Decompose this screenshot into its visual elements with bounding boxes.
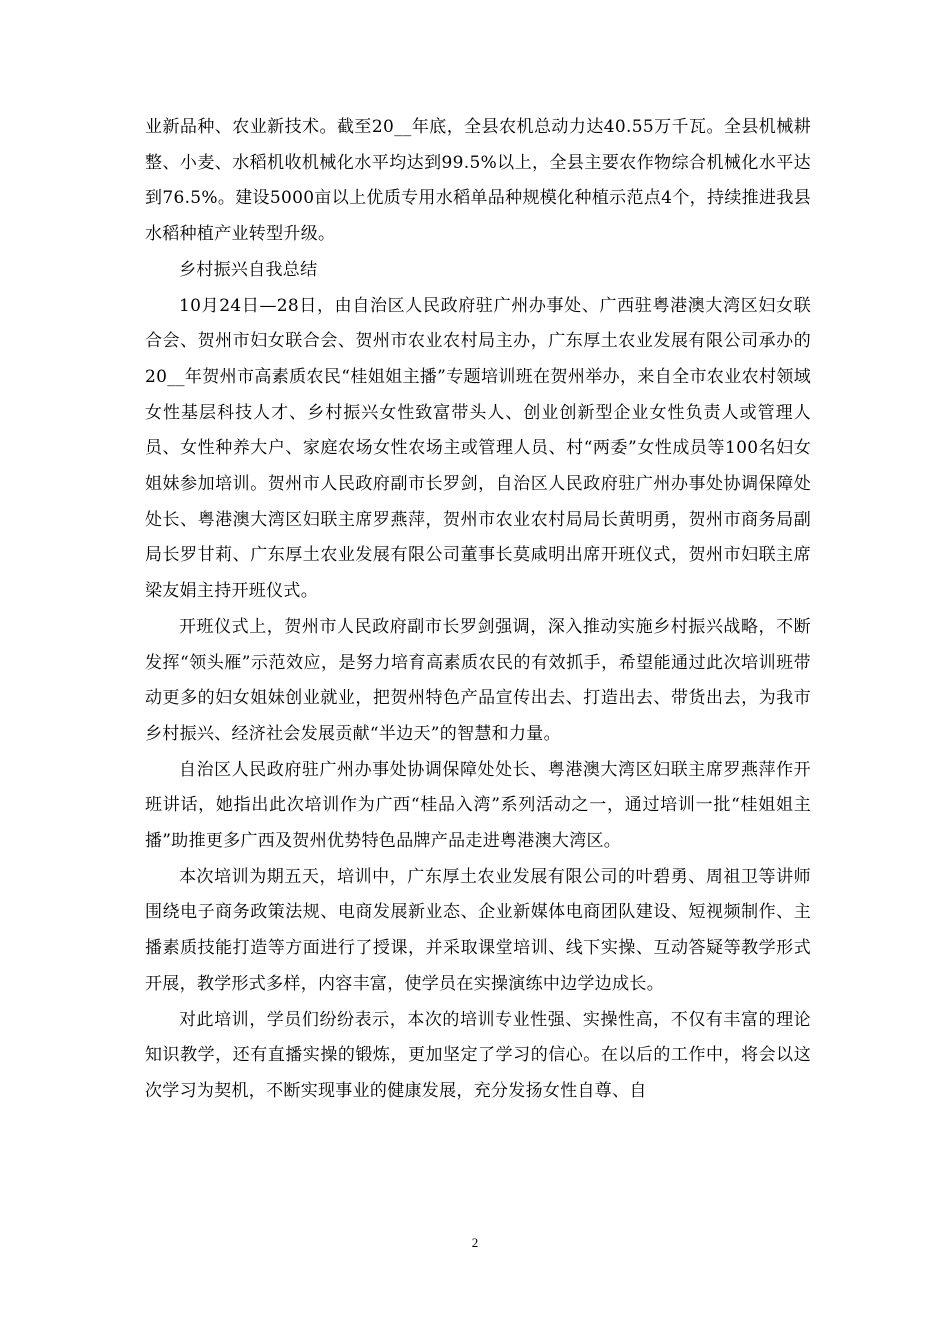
paragraph-3: 10月24日—28日，由自治区人民政府驻广州办事处、广西驻粤港澳大湾区妇女联合会、贺州市妇女联合会、贺州市农业农村局主办，广东厚土农业发展有限公司承办的20__年贺州市高素质农民“桂姐姐主播”专题培训班在贺州举办，来自全市农业农村领域女性基层科技人才、乡村振兴女性致富带头人、创业创新型企业女性负责人或管理人员、女性种养大户、家庭农场女性农场主或管理人员、村“两委”女性成员等100名妇女姐妹参加培训。贺州市人民政府副市长罗剑，自治区人民政府驻广州办事处协调保障处处长、粤港澳大湾区妇联主席罗燕萍，贺州市农业农村局局长黄明勇，贺州市商务局副局长罗甘莉、广东厚土农业发展有限公司董事长莫咸明出席开班仪式，贺州市妇联主席梁友娟主持开班仪式。 xyxy=(145,295,811,602)
paragraph-4: 开班仪式上，贺州市人民政府副市长罗剑强调，深入推动实施乡村振兴战略，不断发挥“领头雁”示范效应，是努力培育高素质农民的有效抓手，希望能通过此次培训班带动更多的妇女姐妹创业就业，把贺州特色产品宣传出去、打造出去、带货出去，为我市乡村振兴、经济社会发展贡献“半边天”的智慧和力量。 xyxy=(145,616,811,744)
paragraph-7: 对此培训，学员们纷纷表示，本次的培训专业性强、实操性高，不仅有丰富的理论知识教学，还有直播实操的锻炼，更加坚定了学习的信心。在以后的工作中，将会以这次学习为契机，不断实现事业的健康发展，充分发扬女性自尊、自 xyxy=(145,1009,811,1101)
paragraph-5: 自治区人民政府驻广州办事处协调保障处处长、粤港澳大湾区妇联主席罗燕萍作开班讲话，她指出此次培训作为广西“桂品入湾”系列活动之一，通过培训一批“桂姐姐主播”助推更多广西及贺州优势特色品牌产品走进粤港澳大湾区。 xyxy=(145,759,811,852)
paragraph-1: 业新品种、农业新技术。截至20__年底，全县农机总动力达40.55万千瓦。全县机械耕整、小麦、水稻机收机械化水平均达到99.5%以上，全县主要农作物综合机械化水平达到76.5%。建设5000亩以上优质专用水稻单品种规模化种植示范点4个，持续推进我县水稻种植产业转型升级。 xyxy=(145,117,811,245)
document-body xyxy=(145,110,811,1110)
section-heading: 乡村振兴自我总结 xyxy=(179,259,318,280)
paragraph-6: 本次培训为期五天，培训中，广东厚土农业发展有限公司的叶碧勇、周祖卫等讲师围绕电子商务政策法规、电商发展新业态、企业新媒体电商团队建设、短视频制作、主播素质技能打造等方面进行了授课，并采取课堂培训、线下实操、互动答疑等教学形式开展，教学形式多样，内容丰富，使学员在实操演练中边学边成长。 xyxy=(145,866,811,994)
page-number: 2 xyxy=(471,1235,479,1250)
